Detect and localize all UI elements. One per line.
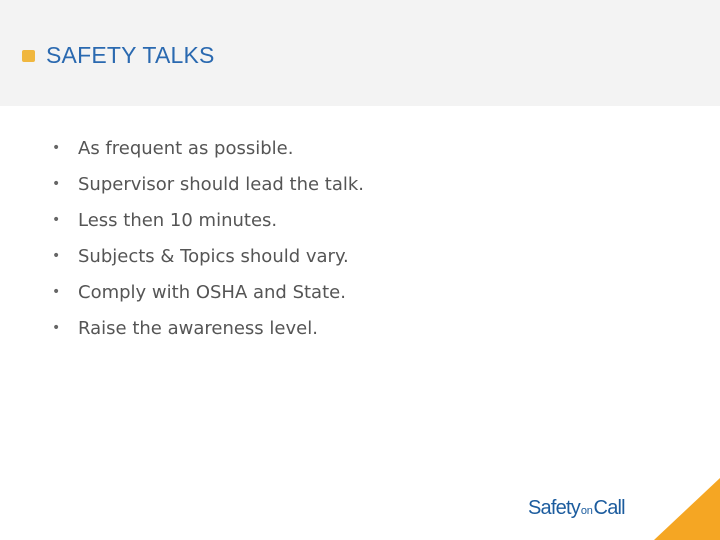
bullet-item [52,274,364,310]
title-marker-square [22,50,35,62]
corner-accent-triangle [654,478,720,540]
logo-word-safety: Safety [528,497,580,519]
bullet-dot-icon: • [52,140,61,156]
bullet-item [52,238,364,274]
bullet-text: Subjects & Topics should vary. [78,245,349,267]
bullet-item [52,310,364,346]
bullet-text: Comply with OSHA and State. [78,281,346,303]
bullet-list [52,130,364,346]
safety-on-call-logo [528,497,625,520]
slide-title: SAFETY TALKS [46,42,215,68]
bullet-item [52,202,364,238]
bullet-item [52,166,364,202]
logo-word-call: Call [593,497,625,519]
bullet-text: Supervisor should lead the talk. [78,173,365,195]
bullet-dot-icon: • [52,248,61,264]
bullet-text: Raise the awareness level. [78,317,318,339]
bullet-dot-icon: • [52,284,61,300]
logo-word-on: on [580,505,593,517]
bullet-text: Less then 10 minutes. [78,209,278,231]
bullet-dot-icon: • [52,212,61,228]
bullet-text: As frequent as possible. [78,137,294,159]
bullet-dot-icon: • [52,176,61,192]
bullet-item [52,130,364,166]
bullet-dot-icon: • [52,320,61,336]
